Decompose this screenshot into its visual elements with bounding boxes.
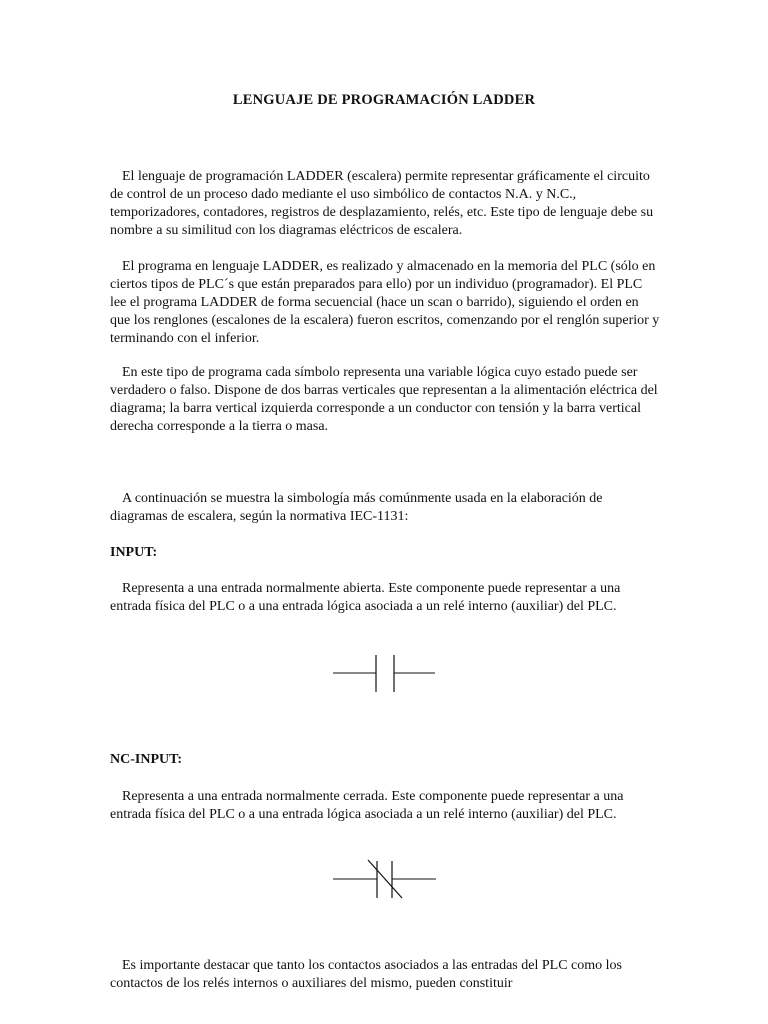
logic-paragraph: En este tipo de programa cada símbolo representa una variable lógica cuyo estado puede ser verdadero o falso. Dispone de dos barras verticales que representan a la alimentación eléctrica del diagrama; la barra vertical izquierda corresponde a un conductor con tensión y la barra vertical derecha corresponde a la tierra o masa. [110, 365, 658, 434]
normally-closed-contact-icon [330, 857, 440, 901]
page-title: LENGUAJE DE PROGRAMACIÓN LADDER [232, 92, 536, 108]
input-heading: INPUT: [110, 545, 158, 560]
input-description: Representa a una entrada normalmente abierta. Este componente puede representar a una entrada física del PLC o a una entrada lógica asociada a un relé interno (auxiliar) del PLC. [110, 581, 621, 614]
closing-paragraph: Es importante destacar que tanto los contactos asociados a las entradas del PLC como los contactos de los relés internos o auxiliares del mismo, pueden constituir [110, 958, 622, 991]
nc-input-heading: NC-INPUT: [110, 752, 183, 767]
normally-open-contact-icon [330, 652, 440, 694]
symbology-intro-paragraph: A continuación se muestra la simbología más comúnmente usada en la elaboración de diagramas de escalera, según la normativa IEC-1131: [110, 491, 603, 524]
nc-input-description: Representa a una entrada normalmente cerrada. Este componente puede representar a una entrada física del PLC o a una entrada lógica asociada a un relé interno (auxiliar) del PLC. [110, 789, 624, 822]
intro-paragraph: El lenguaje de programación LADDER (escalera) permite representar gráficamente el circuito de control de un proceso dado mediante el uso simbólico de contactos N.A. y N.C., temporizadores, contadores, registros de desplazamiento, relés, etc. Este tipo de lenguaje debe su nombre a su similitud con los diagramas eléctricos de escalera. [110, 169, 654, 238]
program-paragraph: El programa en lenguaje LADDER, es realizado y almacenado en la memoria del PLC (sólo en ciertos tipos de PLC´s que están preparados para ello) por un individuo (programador). El PLC lee el programa LADDER de forma secuencial (hace un scan o barrido), siguiendo el orden en que los renglones (escalones de la escalera) fueron escritos, comenzando por el renglón superior y terminando con el inferior. [110, 259, 660, 346]
